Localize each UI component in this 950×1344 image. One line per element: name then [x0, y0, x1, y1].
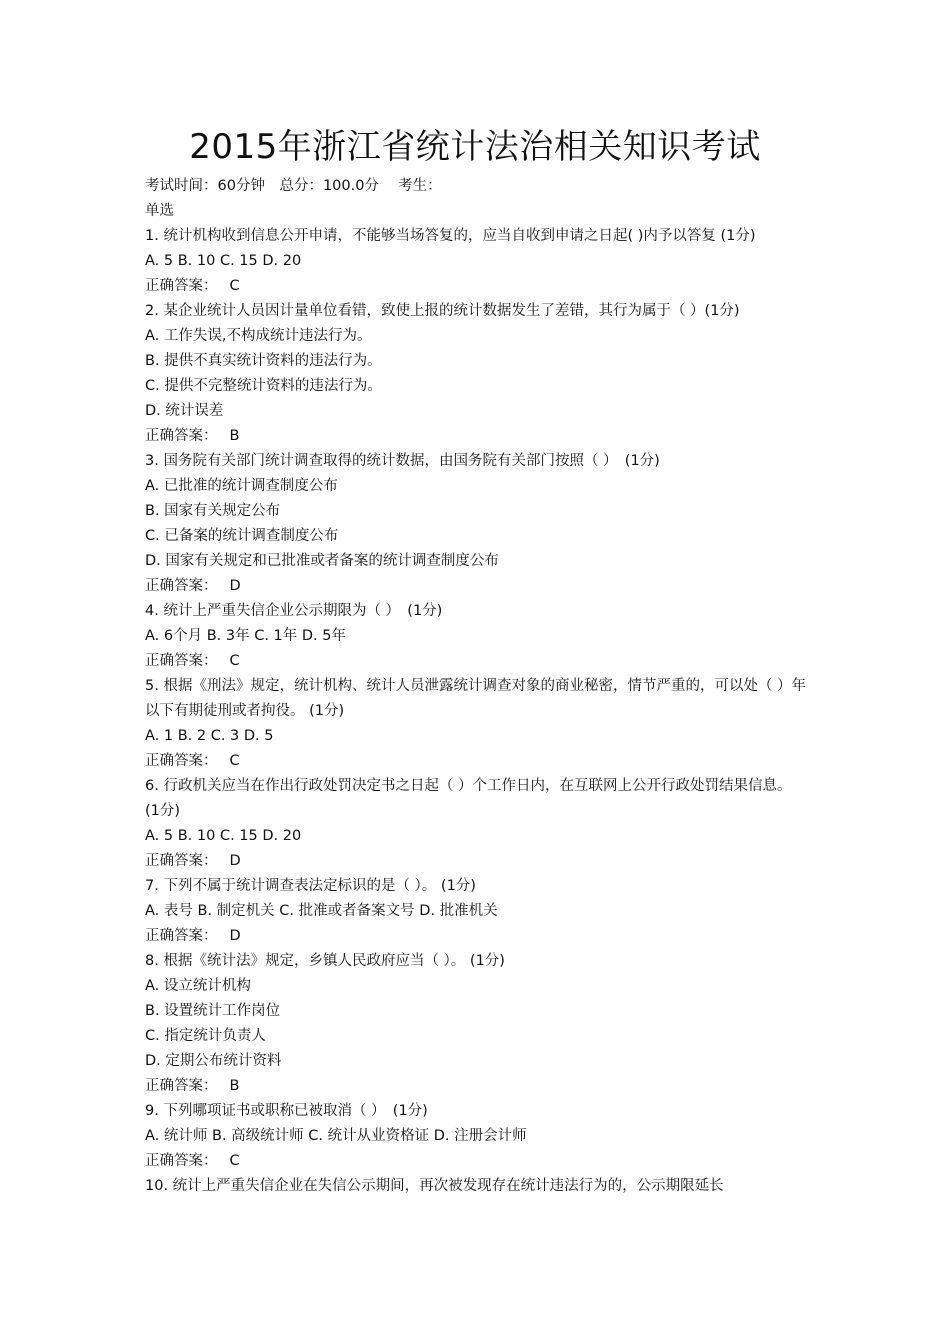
question-option: A. 统计师 B. 高级统计师 C. 统计从业资格证 D. 注册会计师	[145, 1128, 527, 1144]
question-stem: 9. 下列哪项证书或职称已被取消（ ） (1分)	[145, 1103, 428, 1119]
correct-answer	[145, 574, 810, 599]
correct-answer	[145, 1149, 810, 1174]
answer-label: 正确答案：	[145, 1078, 218, 1094]
question-option: C. 提供不完整统计资料的违法行为。	[145, 378, 382, 394]
question-option: A. 5 B. 10 C. 15 D. 20	[145, 828, 302, 844]
question-stem: 1. 统计机构收到信息公开申请，不能够当场答复的，应当自收到申请之日起( )内予以答复 (1分)	[145, 228, 756, 244]
question-option: A. 已批准的统计调查制度公布	[145, 478, 338, 494]
question-stem: 4. 统计上严重失信企业公示期限为（ ） (1分)	[145, 603, 443, 619]
question-stem: 8. 根据《统计法》规定，乡镇人民政府应当（ ）。 (1分)	[145, 953, 505, 969]
question-option: B. 国家有关规定公布	[145, 503, 281, 519]
correct-answer	[145, 849, 810, 874]
question-option: A. 6个月 B. 3年 C. 1年 D. 5年	[145, 628, 347, 644]
question-stem: 3. 国务院有关部门统计调查取得的统计数据，由国务院有关部门按照（ ） (1分)	[145, 453, 660, 469]
answer-value: C	[229, 278, 240, 294]
answer-label: 正确答案：	[145, 853, 218, 869]
question-stem: 7. 下列不属于统计调查表法定标识的是（ ）。 (1分)	[145, 878, 476, 894]
answer-label: 正确答案：	[145, 753, 218, 769]
question-stem: 2. 某企业统计人员因计量单位看错，致使上报的统计数据发生了差错，其行为属于（ ）(1分)	[145, 303, 740, 319]
answer-label: 正确答案：	[145, 928, 218, 944]
answer-value: C	[229, 653, 240, 669]
question-option: A. 5 B. 10 C. 15 D. 20	[145, 253, 302, 269]
answer-label: 正确答案：	[145, 278, 218, 294]
answer-value: C	[229, 1153, 240, 1169]
correct-answer	[145, 749, 810, 774]
answer-value: C	[229, 753, 240, 769]
correct-answer	[145, 1074, 810, 1099]
question-option: A. 工作失误,不构成统计违法行为。	[145, 328, 372, 344]
correct-answer	[145, 424, 810, 449]
correct-answer	[145, 274, 810, 299]
answer-label: 正确答案：	[145, 428, 218, 444]
question-stem: 5. 根据《刑法》规定，统计机构、统计人员泄露统计调查对象的商业秘密，情节严重的，可以处（ ）年以下有期徒刑或者拘役。 (1分)	[145, 678, 807, 719]
answer-label: 正确答案：	[145, 653, 218, 669]
question-option: D. 国家有关规定和已批准或者备案的统计调查制度公布	[145, 553, 499, 569]
question-option: A. 设立统计机构	[145, 978, 251, 994]
exam-meta: 考试时间：60分钟 总分：100.0分 考生：	[145, 178, 442, 194]
question-option: A. 1 B. 2 C. 3 D. 5	[145, 728, 274, 744]
question-option: D. 定期公布统计资料	[145, 1053, 282, 1069]
section-heading: 单选	[145, 203, 174, 219]
answer-value: B	[229, 1078, 240, 1094]
answer-value: D	[229, 578, 241, 594]
answer-value: D	[229, 853, 241, 869]
answer-label: 正确答案：	[145, 1153, 218, 1169]
question-option: D. 统计误差	[145, 403, 224, 419]
answer-value: D	[229, 928, 241, 944]
answer-value: B	[229, 428, 240, 444]
question-option: C. 已备案的统计调查制度公布	[145, 528, 339, 544]
question-option: B. 提供不真实统计资料的违法行为。	[145, 353, 382, 369]
question-option: A. 表号 B. 制定机关 C. 批准或者备案文号 D. 批准机关	[145, 903, 498, 919]
question-stem: 6. 行政机关应当在作出行政处罚决定书之日起（ ）个工作日内，在互联网上公开行政处罚结果信息。 (1分)	[145, 778, 792, 819]
exam-content	[145, 174, 810, 1199]
question-stem: 10. 统计上严重失信企业在失信公示期间，再次被发现存在统计违法行为的，公示期限延长	[145, 1178, 724, 1194]
question-option: B. 设置统计工作岗位	[145, 1003, 281, 1019]
correct-answer	[145, 924, 810, 949]
question-option: C. 指定统计负责人	[145, 1028, 266, 1044]
correct-answer	[145, 649, 810, 674]
document-title: 2015年浙江省统计法治相关知识考试	[189, 127, 761, 167]
answer-label: 正确答案：	[145, 578, 218, 594]
